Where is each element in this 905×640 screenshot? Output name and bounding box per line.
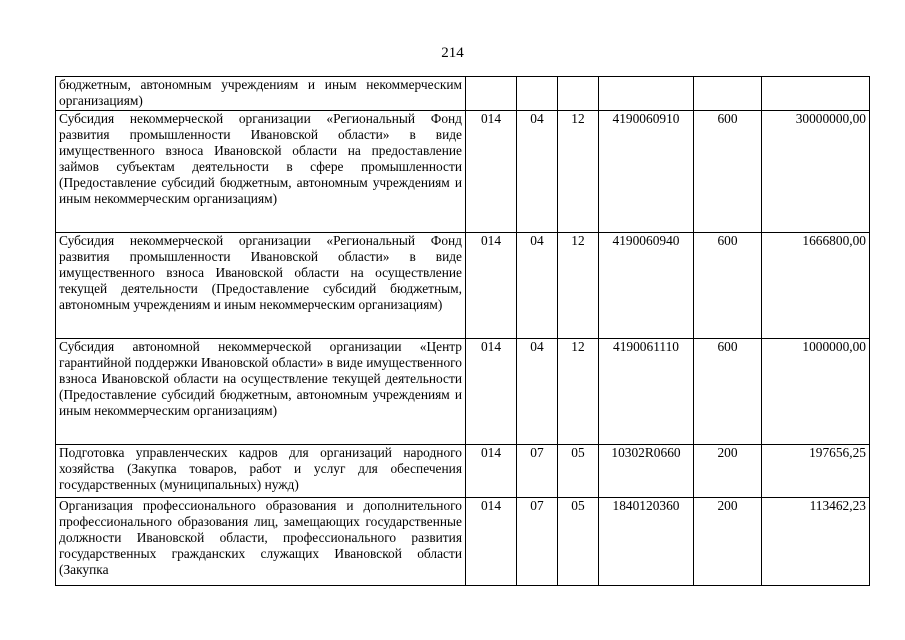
- row-amount: 1666800,00: [762, 233, 870, 339]
- row-ministry-code: 014: [466, 111, 517, 233]
- row-target-article: 4190060910: [599, 111, 694, 233]
- row-amount: 1000000,00: [762, 339, 870, 445]
- row-target-article: 4190060940: [599, 233, 694, 339]
- row-ministry-code: 014: [466, 498, 517, 586]
- row-amount: 113462,23: [762, 498, 870, 586]
- row-section-code: 04: [517, 233, 558, 339]
- row-description: Подготовка управленческих кадров для организаций народного хозяйства (Закупка товаров, работ и услуг для обеспечения государственных (муниципальных) нужд): [56, 445, 466, 498]
- row-subsection-code: [558, 77, 599, 111]
- row-ministry-code: [466, 77, 517, 111]
- row-section-code: 07: [517, 498, 558, 586]
- row-description: Субсидия некоммерческой организации «Региональный Фонд развития промышленности Ивановской области» в виде имущественного взноса Ивановской области на осуществление текущей деятельности (Предоставление субсидий бюджетным, автономным учреждениям и иным некоммерческим организациям): [56, 233, 466, 339]
- row-ministry-code: 014: [466, 233, 517, 339]
- row-target-article: 10302R0660: [599, 445, 694, 498]
- table-row: [56, 233, 870, 339]
- row-description: бюджетным, автономным учреждениям и иным некоммерческим организациям): [56, 77, 466, 111]
- row-expense-type: [694, 77, 762, 111]
- row-description: Субсидия некоммерческой организации «Региональный Фонд развития промышленности Ивановской области» в виде имущественного взноса Ивановской области на предоставление займов субъектам деятельности в сфере промышленности (Предоставление субсидий бюджетным, автономным учреждениям и иным некоммерческим организациям): [56, 111, 466, 233]
- row-expense-type: 200: [694, 445, 762, 498]
- row-description: Организация профессионального образования и дополнительного профессионального образования лиц, замещающих государственные должности Ивановской области, профессионального развития государственных гражданских служащих Ивановской области (Закупка: [56, 498, 466, 586]
- page-number: 214: [441, 45, 464, 61]
- row-amount: 30000000,00: [762, 111, 870, 233]
- row-expense-type: 200: [694, 498, 762, 586]
- row-subsection-code: 05: [558, 498, 599, 586]
- table-row: [56, 339, 870, 445]
- table-row: [56, 445, 870, 498]
- row-expense-type: 600: [694, 339, 762, 445]
- row-target-article: 4190061110: [599, 339, 694, 445]
- row-description: Субсидия автономной некоммерческой организации «Центр гарантийной поддержки Ивановской области» в виде имущественного взноса Ивановской области на осуществление текущей деятельности (Предоставление субсидий бюджетным, автономным учреждениям и иным некоммерческим организациям): [56, 339, 466, 445]
- row-target-article: [599, 77, 694, 111]
- table-row: [56, 77, 870, 111]
- table-row: [56, 111, 870, 233]
- row-subsection-code: 12: [558, 233, 599, 339]
- row-section-code: 07: [517, 445, 558, 498]
- row-section-code: [517, 77, 558, 111]
- row-section-code: 04: [517, 111, 558, 233]
- budget-table: [55, 76, 870, 586]
- row-ministry-code: 014: [466, 339, 517, 445]
- row-subsection-code: 05: [558, 445, 599, 498]
- row-ministry-code: 014: [466, 445, 517, 498]
- row-subsection-code: 12: [558, 111, 599, 233]
- table-row: [56, 498, 870, 586]
- row-amount: [762, 77, 870, 111]
- row-expense-type: 600: [694, 233, 762, 339]
- row-subsection-code: 12: [558, 339, 599, 445]
- row-section-code: 04: [517, 339, 558, 445]
- row-target-article: 1840120360: [599, 498, 694, 586]
- row-amount: 197656,25: [762, 445, 870, 498]
- row-expense-type: 600: [694, 111, 762, 233]
